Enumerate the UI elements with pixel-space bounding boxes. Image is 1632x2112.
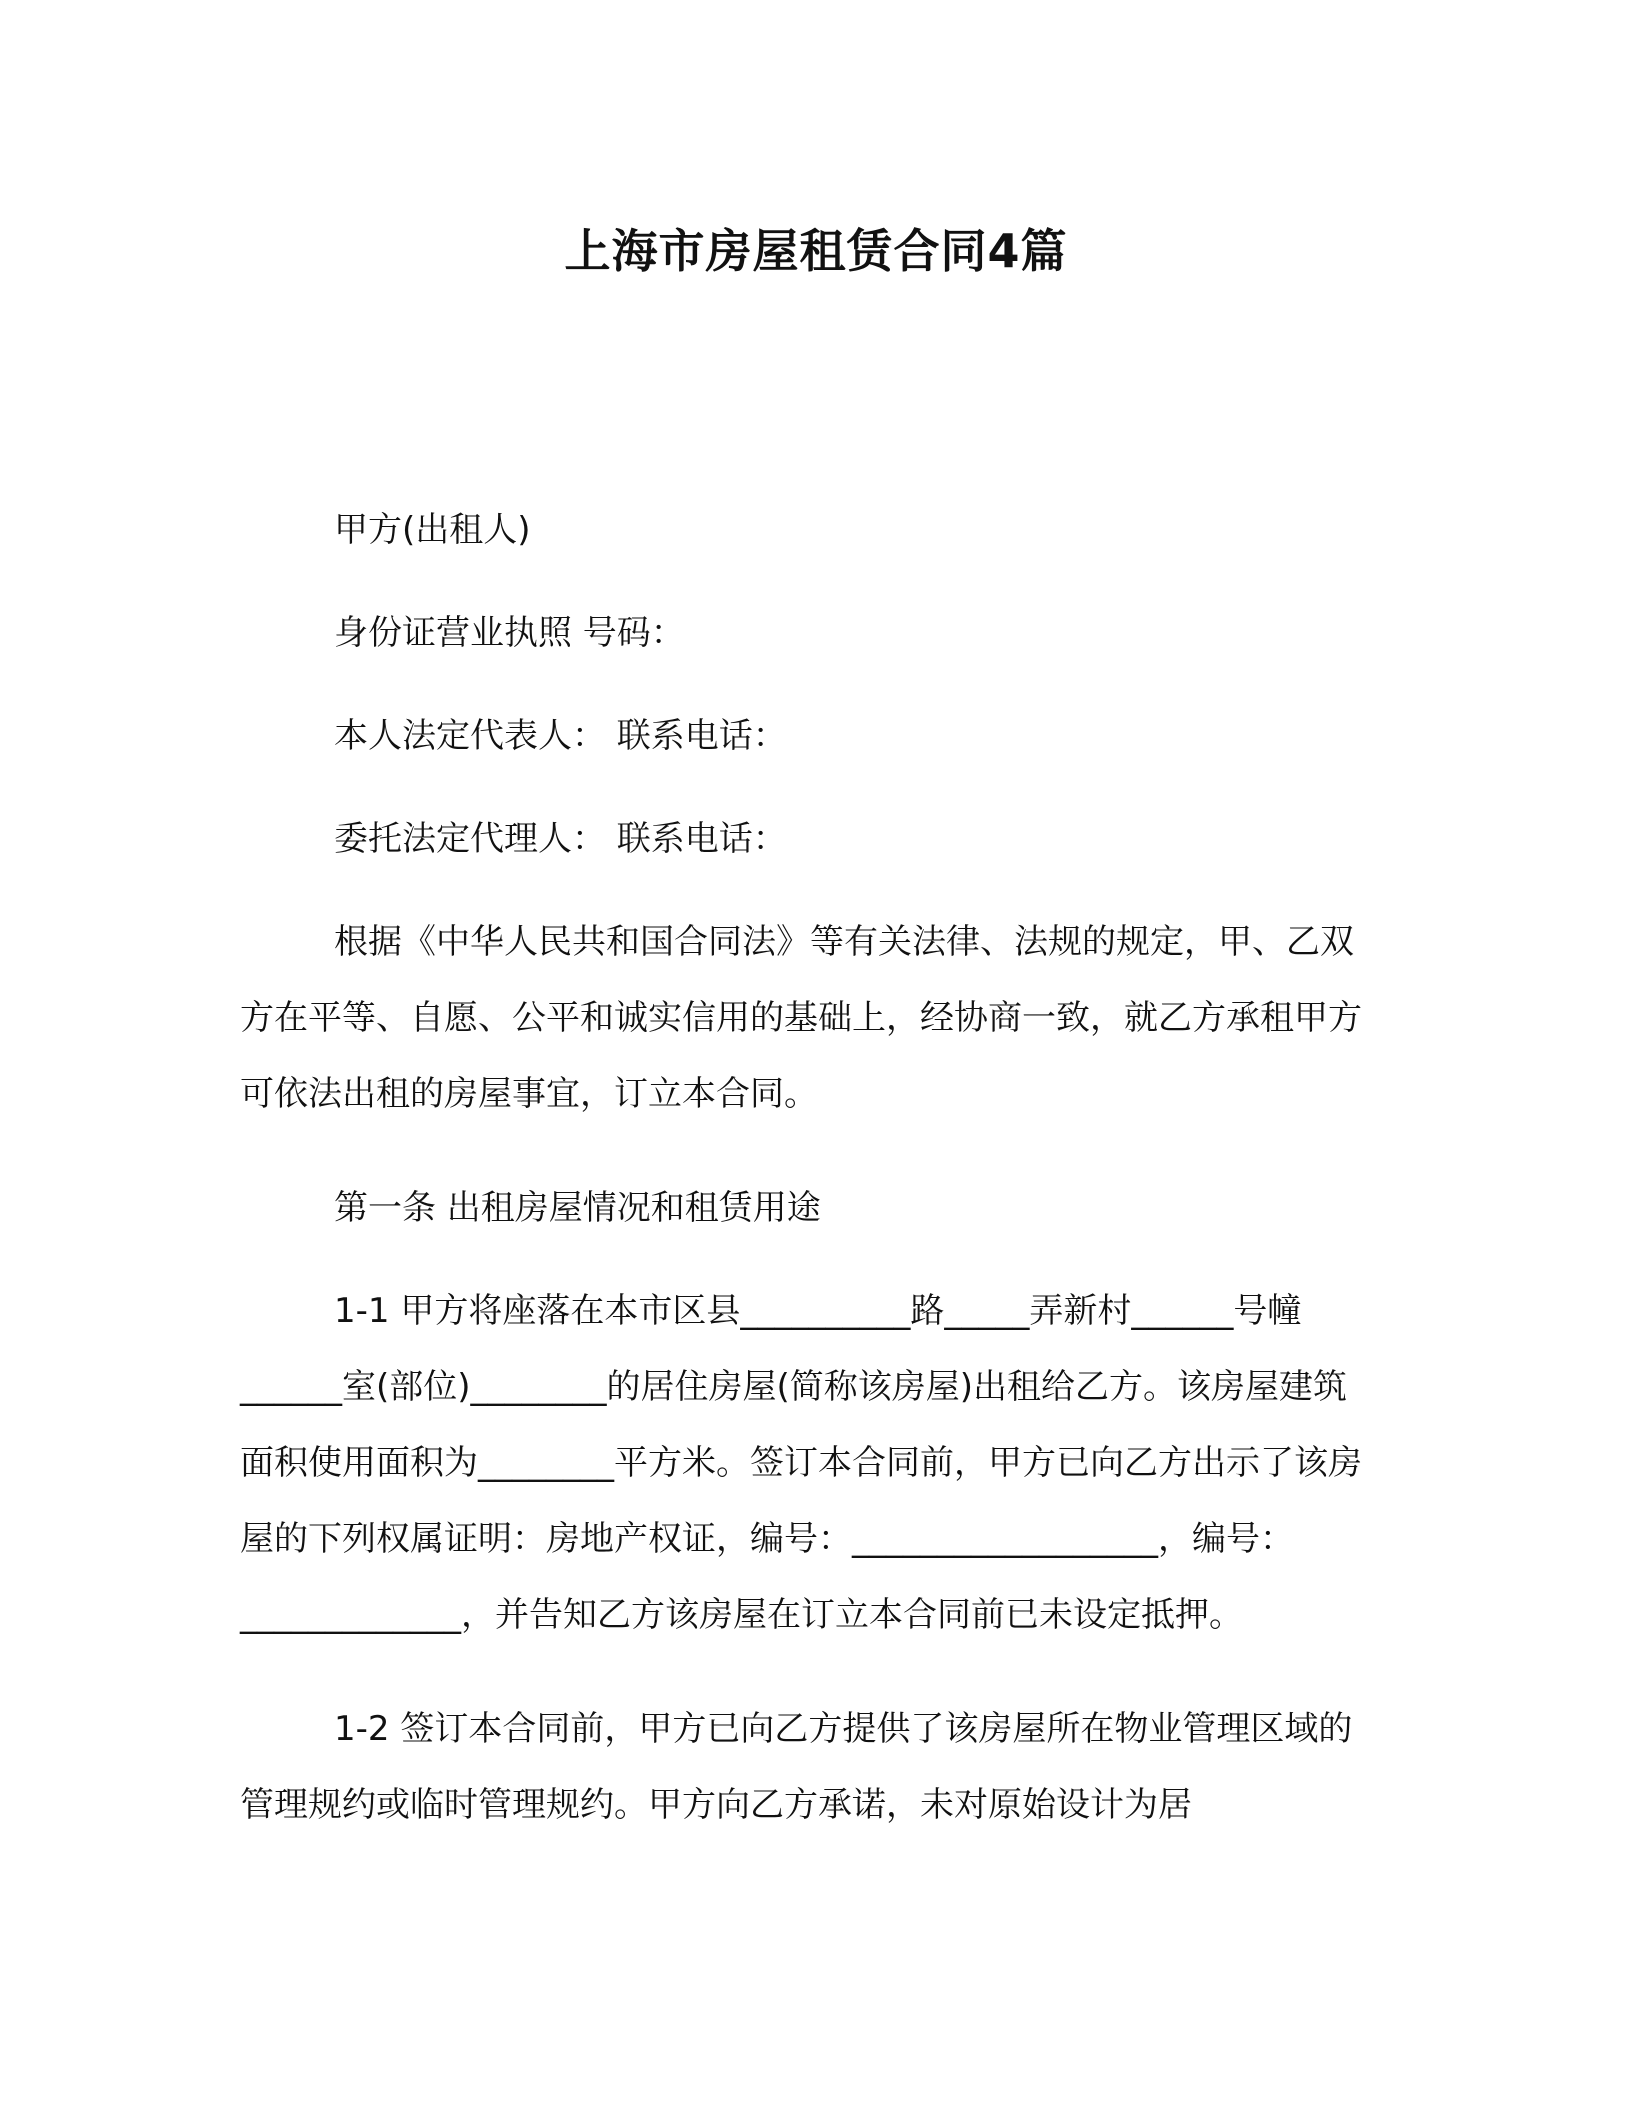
clause-1-2-paragraph: 1-2 签订本合同前，甲方已向乙方提供了该房屋所在物业管理区域的管理规约或临时管理规约。甲方向乙方承诺，未对原始设计为居 xyxy=(240,1709,1353,1825)
article-one-heading: 第一条 出租房屋情况和租赁用途 xyxy=(334,1188,821,1228)
document-body xyxy=(240,492,1380,1869)
id-number-line: 身份证营业执照 号码： xyxy=(334,613,685,653)
contract-basis-paragraph: 根据《中华人民共和国合同法》等有关法律、法规的规定，甲、乙双方在平等、自愿、公平和诚实信用的基础上，经协商一致，就乙方承租甲方可依法出租的房屋事宜，订立本合同。 xyxy=(240,922,1362,1114)
legal-representative-line: 本人法定代表人： 联系电话： xyxy=(334,716,787,756)
clause-1-1-paragraph: 1-1 甲方将座落在本市区县__________路_____弄新村______号幢______室(部位)________的居住房屋(简称该房屋)出租给乙方。该房屋建筑面积使用面积为________平方米。签订本合同前，甲方已向乙方出示了该房屋的下列权属证明：房地产权证，编号：__________________，编号：_____________，并告知乙方该房屋在订立本合同前已未设定抵押。 xyxy=(240,1291,1362,1635)
document-title: 上海市房屋租赁合同4篇 xyxy=(564,224,1068,278)
agent-line: 委托法定代理人： 联系电话： xyxy=(334,819,787,859)
party-a-line: 甲方(出租人) xyxy=(334,510,531,550)
